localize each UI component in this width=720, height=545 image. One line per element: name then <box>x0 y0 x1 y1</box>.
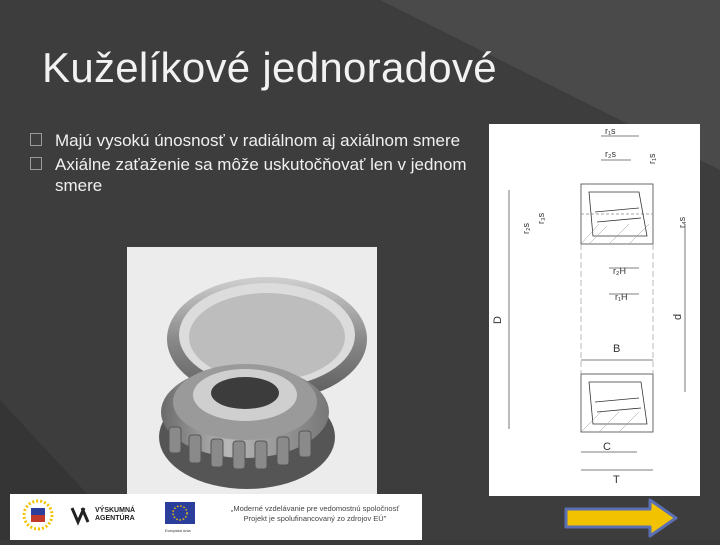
agency-label: VÝSKUMNÁ AGENTÚRA <box>95 507 136 522</box>
bullet-text: Axiálne zaťaženie sa môže uskutočňovať len v jednom smere <box>55 155 467 195</box>
footer-logos <box>10 494 422 540</box>
label-r2H: r₂H <box>613 266 626 276</box>
label-r1H: r₁H <box>615 292 628 302</box>
bullet-box-icon <box>30 157 42 170</box>
label-r3s: r₃s <box>536 212 546 224</box>
bearing-drawing-icon <box>489 124 700 496</box>
label-T: T <box>613 474 620 486</box>
vyskumna-agentura-logo-icon <box>72 508 88 522</box>
tapered-roller-bearing-icon <box>127 247 377 497</box>
ministry-logo-icon <box>24 501 52 529</box>
bearing-photo <box>127 247 377 497</box>
project-notice <box>215 504 415 524</box>
bullet-item <box>30 130 500 151</box>
bullet-list <box>30 130 500 199</box>
bullet-item <box>30 154 500 196</box>
technical-drawing <box>489 124 700 496</box>
label-r2s: r₂s <box>605 149 616 159</box>
right-arrow-icon[interactable] <box>562 498 680 538</box>
slide-title: Kuželíkové jednoradové <box>42 44 497 91</box>
bullet-text: Majú vysokú únosnosť v radiálnom aj axiálnom smere <box>55 131 461 150</box>
label-r2s-side: r₂s <box>521 223 531 234</box>
bullet-box-icon <box>30 133 42 146</box>
project-notice-text: „Moderné vzdelávanie pre vedomostnú spoločnosť Projekt je spolufinancovaný zo zdrojov EÚ" <box>230 504 400 523</box>
eu-caption: Európska únia <box>165 528 191 533</box>
label-C: C <box>603 441 611 453</box>
label-B: B <box>613 343 621 355</box>
label-r4s: r₄s <box>677 216 687 228</box>
label-d: d <box>672 313 684 320</box>
eu-flag-icon <box>165 502 195 524</box>
label-r1s-side: r₁s <box>647 153 657 164</box>
label-r1s: r₁s <box>605 126 616 136</box>
label-D: D <box>492 316 504 324</box>
